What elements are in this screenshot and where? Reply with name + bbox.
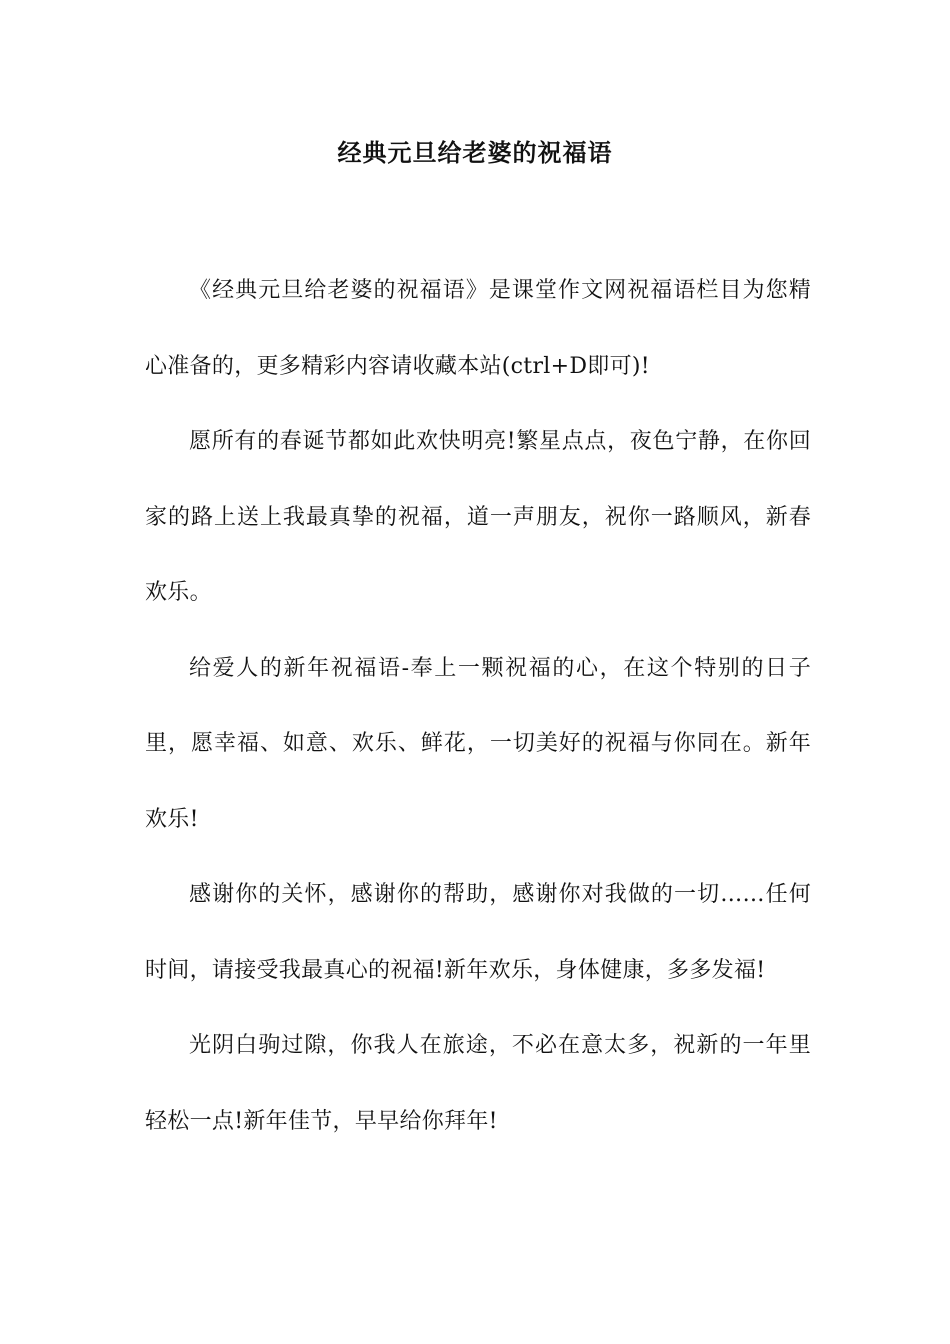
paragraph-blessing-3: 感谢你的关怀，感谢你的帮助，感谢你对我做的一切……任何时间，请接受我最真心的祝福!新年欢乐，身体健康，多多发福! <box>145 882 811 983</box>
paragraph-blessing-4: 光阴白驹过隙，你我人在旅途，不必在意太多，祝新的一年里轻松一点!新年佳节，早早给你拜年! <box>145 1033 811 1134</box>
document-title: 经典元旦给老婆的祝福语 <box>337 139 613 167</box>
paragraph-intro: 《经典元旦给老婆的祝福语》是课堂作文网祝福语栏目为您精心准备的，更多精彩内容请收藏本站(ctrl+D即可)! <box>145 278 811 379</box>
document-body <box>145 253 811 1159</box>
paragraph-blessing-1: 愿所有的春诞节都如此欢快明亮!繁星点点，夜色宁静，在你回家的路上送上我最真挚的祝福，道一声朋友，祝你一路顺风，新春欢乐。 <box>145 429 811 605</box>
paragraph-blessing-2: 给爱人的新年祝福语-奉上一颗祝福的心，在这个特别的日子里，愿幸福、如意、欢乐、鲜花，一切美好的祝福与你同在。新年欢乐! <box>145 655 811 832</box>
